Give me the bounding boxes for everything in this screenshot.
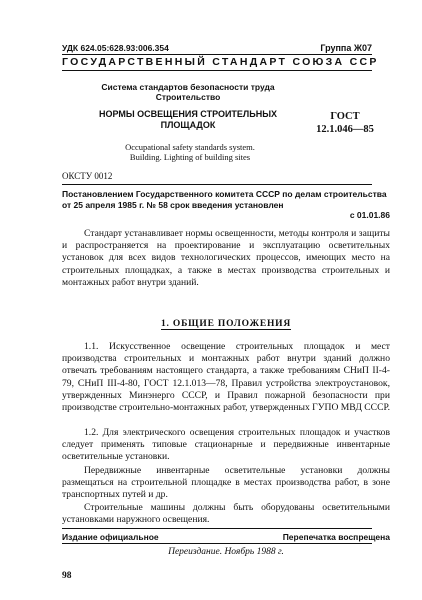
english-title	[100, 142, 280, 162]
banner-rule	[62, 70, 372, 71]
page-number: 98	[62, 571, 72, 581]
section-heading	[62, 319, 390, 329]
system-line-1: Система стандартов безопасности труда	[101, 82, 275, 92]
reprint-prohibited: Перепечатка воспрещена	[282, 532, 390, 542]
standard-banner: ГОСУДАРСТВЕННЫЙ СТАНДАРТ СОЮЗА ССР	[62, 56, 379, 68]
decree-text: Постановлением Государственного комитета СССР по делам строительства от 25 апреля 1985 г. № 58 срок введения установлен	[62, 189, 387, 210]
footer-rule	[62, 528, 372, 529]
system-title	[88, 82, 288, 102]
udk-code: УДК 624.05:628.93:006.354	[62, 43, 169, 53]
intro-paragraph: Стандарт устанавливает нормы освещенности, методы контроля и защиты и распространяется на проектирование и эксплуатацию осветительных установок для всех видов технологических процессов, имеющих место на строительных площадках, а также в местах производства строительных и монтажных работ внутри зданий.	[62, 228, 390, 288]
title-line-2: ПЛОЩАДОК	[160, 120, 216, 130]
decree-rule	[62, 184, 372, 185]
paragraph-machines: Строительные машины должны быть оборудованы осветительными установками наружного освещения.	[62, 502, 390, 526]
paragraph-1-1: 1.1. Искусственное освещение строительных площадок и мест производства строительных и монтажных работ внутри зданий должно отвечать требованиям настоящего стандарта, а также требованиям СНиП II-4-79, СНиП III-4-80, ГОСТ 12.1.013—78, Правил устройства электроустановок, утвержденных Минэнерго СССР, и Правил пожарной безопасности при производстве строительно-монтажных работ, утвержденных ГУПО МВД СССР.	[62, 341, 391, 414]
title-line-1: НОРМЫ ОСВЕЩЕНИЯ СТРОИТЕЛЬНЫХ	[98, 109, 278, 119]
section-heading-text: 1. ОБЩИЕ ПОЛОЖЕНИЯ	[160, 319, 291, 329]
gost-block	[300, 110, 390, 136]
gost-number: 12.1.046—85	[316, 124, 374, 135]
paragraph-1-2: 1.2. Для электрического освещения строительных площадок и участков следует применять типовые стационарные и передвижные инвентарные осветительные установки.	[62, 427, 390, 463]
system-line-2: Строительство	[155, 92, 221, 102]
gost-label: ГОСТ	[330, 111, 360, 122]
okstu-code: ОКСТУ 0012	[62, 171, 113, 181]
english-title-line-2: Building. Lighting of building sites	[129, 152, 251, 162]
english-title-line-1: Occupational safety standards system.	[125, 142, 255, 152]
introduction-date: с 01.01.86	[349, 210, 390, 220]
paragraph-mobile-units: Передвижные инвентарные осветительные установки должны размещаться на строительной площадке в местах производства работ, в зоне транспортных путей и др.	[62, 465, 390, 501]
reissue-note: Переиздание. Ноябрь 1988 г.	[168, 547, 284, 557]
group-code: Группа Ж07	[320, 43, 372, 53]
footer-rule-2	[62, 543, 372, 544]
top-rule	[62, 54, 372, 55]
official-edition: Издание официальное	[62, 532, 159, 542]
document-title	[88, 109, 288, 131]
